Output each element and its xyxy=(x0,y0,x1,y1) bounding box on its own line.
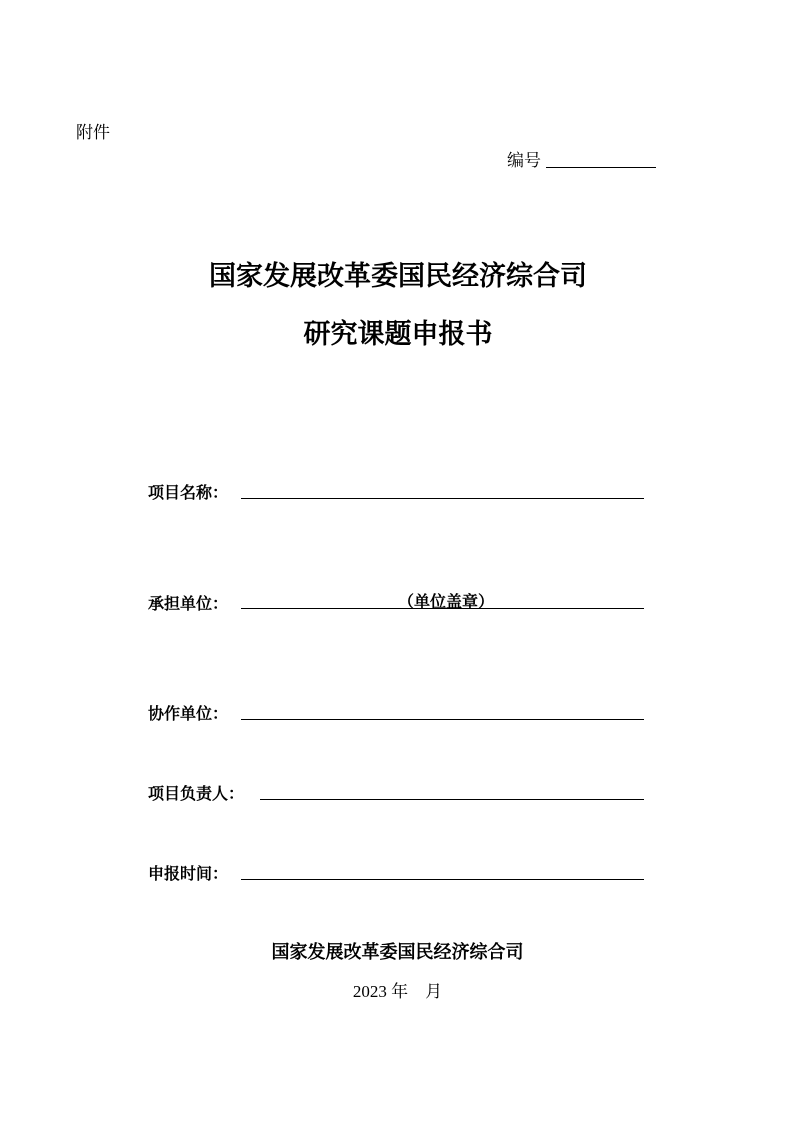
application-date-field[interactable] xyxy=(241,879,644,880)
unit-stamp-note: （单位盖章） xyxy=(398,592,495,611)
application-date-label: 申报时间： xyxy=(148,864,229,883)
cooperating-unit-field[interactable] xyxy=(241,719,644,720)
attachment-label: 附件 xyxy=(76,123,110,143)
document-title-line1: 国家发展改革委国民经济综合司 xyxy=(209,261,587,292)
serial-number-label: 编号 xyxy=(507,151,541,171)
project-name-label: 项目名称： xyxy=(148,483,229,502)
footer-organization: 国家发展改革委国民经济综合司 xyxy=(271,942,524,963)
undertaking-unit-field[interactable] xyxy=(241,608,644,609)
document-title-line2: 研究课题申报书 xyxy=(303,319,493,350)
cooperating-unit-label: 协作单位： xyxy=(148,704,229,723)
undertaking-unit-label: 承担单位： xyxy=(148,594,229,613)
footer-date: 2023 年 月 xyxy=(352,982,443,1001)
project-name-field[interactable] xyxy=(241,498,644,499)
project-leader-field[interactable] xyxy=(260,799,644,800)
serial-number-field[interactable] xyxy=(546,167,656,168)
project-leader-label: 项目负责人： xyxy=(148,784,245,803)
